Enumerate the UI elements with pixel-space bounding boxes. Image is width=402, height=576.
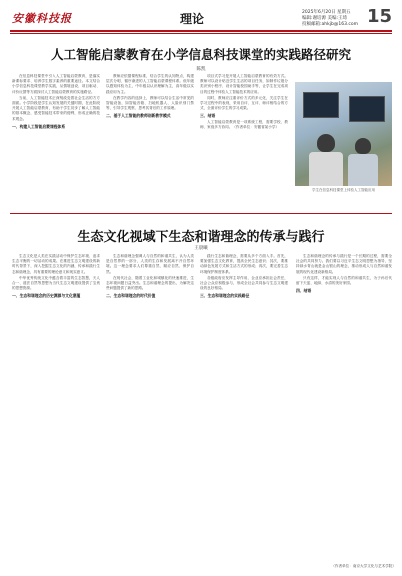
article2-title: 生态文化视域下生态和谐理念的传承与践行 <box>77 230 325 245</box>
article1-author: 陈凯 <box>196 67 206 72</box>
paragraph: 生态和谐理念强调人与自然的和谐共生，认为人类是自然界的一部分，人类的生存和发展离不开自然环境。这一理念要求人们尊重自然、顺应自然、保护自然。 <box>106 254 194 274</box>
subheading: 三、结语 <box>200 113 216 119</box>
issue-meta <box>302 10 358 28</box>
student-head-shape <box>317 134 335 152</box>
page-number: 15 <box>366 6 392 27</box>
newspaper-brand: 安徽科技报 <box>12 12 72 25</box>
date-line: 2025年6月20日 星期五 <box>302 10 351 15</box>
article1-title: 人工智能启蒙教育在小学信息科技课堂的实践路径研究 <box>50 47 351 62</box>
article-divider <box>10 213 392 214</box>
article1-column-1 <box>12 74 100 210</box>
article2-column-1 <box>12 254 100 570</box>
subheading: 二、基于人工智能的教师创新教学模式 <box>106 113 171 119</box>
section-title: 理论 <box>180 12 205 26</box>
paragraph: 只有这样，才能实现人与自然的和谐共生，为子孙后代留下天蓝、地绿、水清的美好家园。 <box>296 275 392 286</box>
article1-column-2 <box>106 74 194 210</box>
student-body-shape <box>348 154 378 186</box>
photo-caption: 学生在信息科技课堂上体验人工智能应用 <box>312 188 375 192</box>
header-rule <box>10 30 392 32</box>
article2-column-3 <box>200 254 288 570</box>
subheading: 一、构建人工智能启蒙课程体系 <box>12 123 66 129</box>
paragraph: 当前，人工智能技术正深刻改变着社会生活的方方面面。小学阶段是学生认知发展的关键时期，在此阶段开展人工智能启蒙教育，有助于学生初步了解人工智能的基本概念，感受智能技术带来的便利，形成正确的技术观念。 <box>12 95 100 121</box>
paragraph: 中华优秀传统文化中蕴含着丰富的生态智慧，天人合一、道法自然等思想为当代生态文明建设提供了宝贵的思想资源。 <box>12 275 100 291</box>
classroom-photo <box>295 82 392 186</box>
author-affiliation: （作者单位：南京大学文化与艺术学院） <box>331 564 396 568</box>
paragraph: 在教学内容的选择上，教师可以结合生活中常见的智能设备，如智能音箱、扫地机器人、人脸识别门禁等，引导学生观察、思考其背后的工作原理。 <box>106 95 194 111</box>
subheading: 三、生态和谐理念的实践路径 <box>200 293 250 299</box>
paragraph: 项目式学习是开展人工智能启蒙教育的有效方式。教师可以设计贴近学生生活的项目任务，如制作垃圾分类识别小程序、设计智能校园助手等，让学生在完成项目的过程中体验人工智能技术的应用。 <box>200 74 288 94</box>
article2-column-2 <box>106 254 194 570</box>
paragraph: 教师应依据课程标准，结合学生的认知特点，构建层次分明、循序渐进的人工智能启蒙课程体系。低年级以感知体验为主，中年级以认识理解为主，高年级以实践应用为主。 <box>106 74 194 94</box>
article1-column-3 <box>200 74 288 210</box>
paragraph: 同时，教师应注重评价方式的多元化，关注学生在学习过程中的表现，采用自评、互评、师评相结合的方式，全面评价学生的学习成果。 <box>200 95 288 111</box>
computer-screen-shape <box>303 92 339 118</box>
paragraph: 在信息科技课堂中引入人工智能启蒙教育，是落实新课标要求、培养学生数字素养的重要途径。本文结合小学信息科技课堂教学实践，从情境创设、项目驱动、评价反馈等方面探讨人工智能启蒙教育的实施路径。 <box>12 74 100 94</box>
editor-line: 编辑:谢培源 美编:王琦 <box>302 16 347 21</box>
student-body-shape <box>309 152 343 186</box>
paragraph: 各级政府应发挥主导作用，企业应承担社会责任，社会公众应积极参与，形成全社会共同参与生态文明建设的良好格局。 <box>200 275 288 291</box>
subheading: 二、生态和谐理念的时代价值 <box>106 293 156 299</box>
article2-author: 王晨曦 <box>194 246 208 251</box>
header-rule-thin <box>10 33 392 34</box>
subheading: 一、生态和谐理念的历史渊源与文化意蕴 <box>12 293 81 299</box>
subheading: 四、结语 <box>296 288 312 294</box>
paragraph: 生态文化是人类在实践活动中保护生态环境、追求生态平衡的一切活动的成果。在推进生态文明建设的新时代背景下，深入挖掘生态文化的内涵，传承和践行生态和谐理念，具有重要的理论意义和现实意义。 <box>12 254 100 274</box>
student-head-shape <box>355 138 371 154</box>
paragraph: 在现代社会，随着工业化和城镇化的快速推进，生态环境问题日益突出。生态和谐理念的提出，为解决这些问题提供了新的思路。 <box>106 275 194 291</box>
email-line: 投稿邮箱:ahkjb@163.com <box>302 22 358 27</box>
computer-screen-shape <box>349 96 385 122</box>
paragraph: 生态和谐理念的传承与践行是一个长期的过程，需要全社会的共同努力。我们要以习近平生态文明思想为指导，坚持绿水青山就是金山银山的理念，推动形成人与自然和谐发展的现代化建设新格局。 <box>296 254 392 274</box>
article2-column-4 <box>296 254 392 560</box>
masthead <box>0 0 402 36</box>
paragraph: 践行生态和谐理念，需要从多个方面入手。首先，要加强生态文化教育，提高全民生态意识；其次，要推动绿色发展方式和生活方式的形成；再次，要完善生态环境保护制度体系。 <box>200 254 288 274</box>
paragraph: 人工智能启蒙教育是一项系统工程，需要学校、教师、家庭多方协同。（作者单位：安徽省某小学） <box>200 119 288 129</box>
